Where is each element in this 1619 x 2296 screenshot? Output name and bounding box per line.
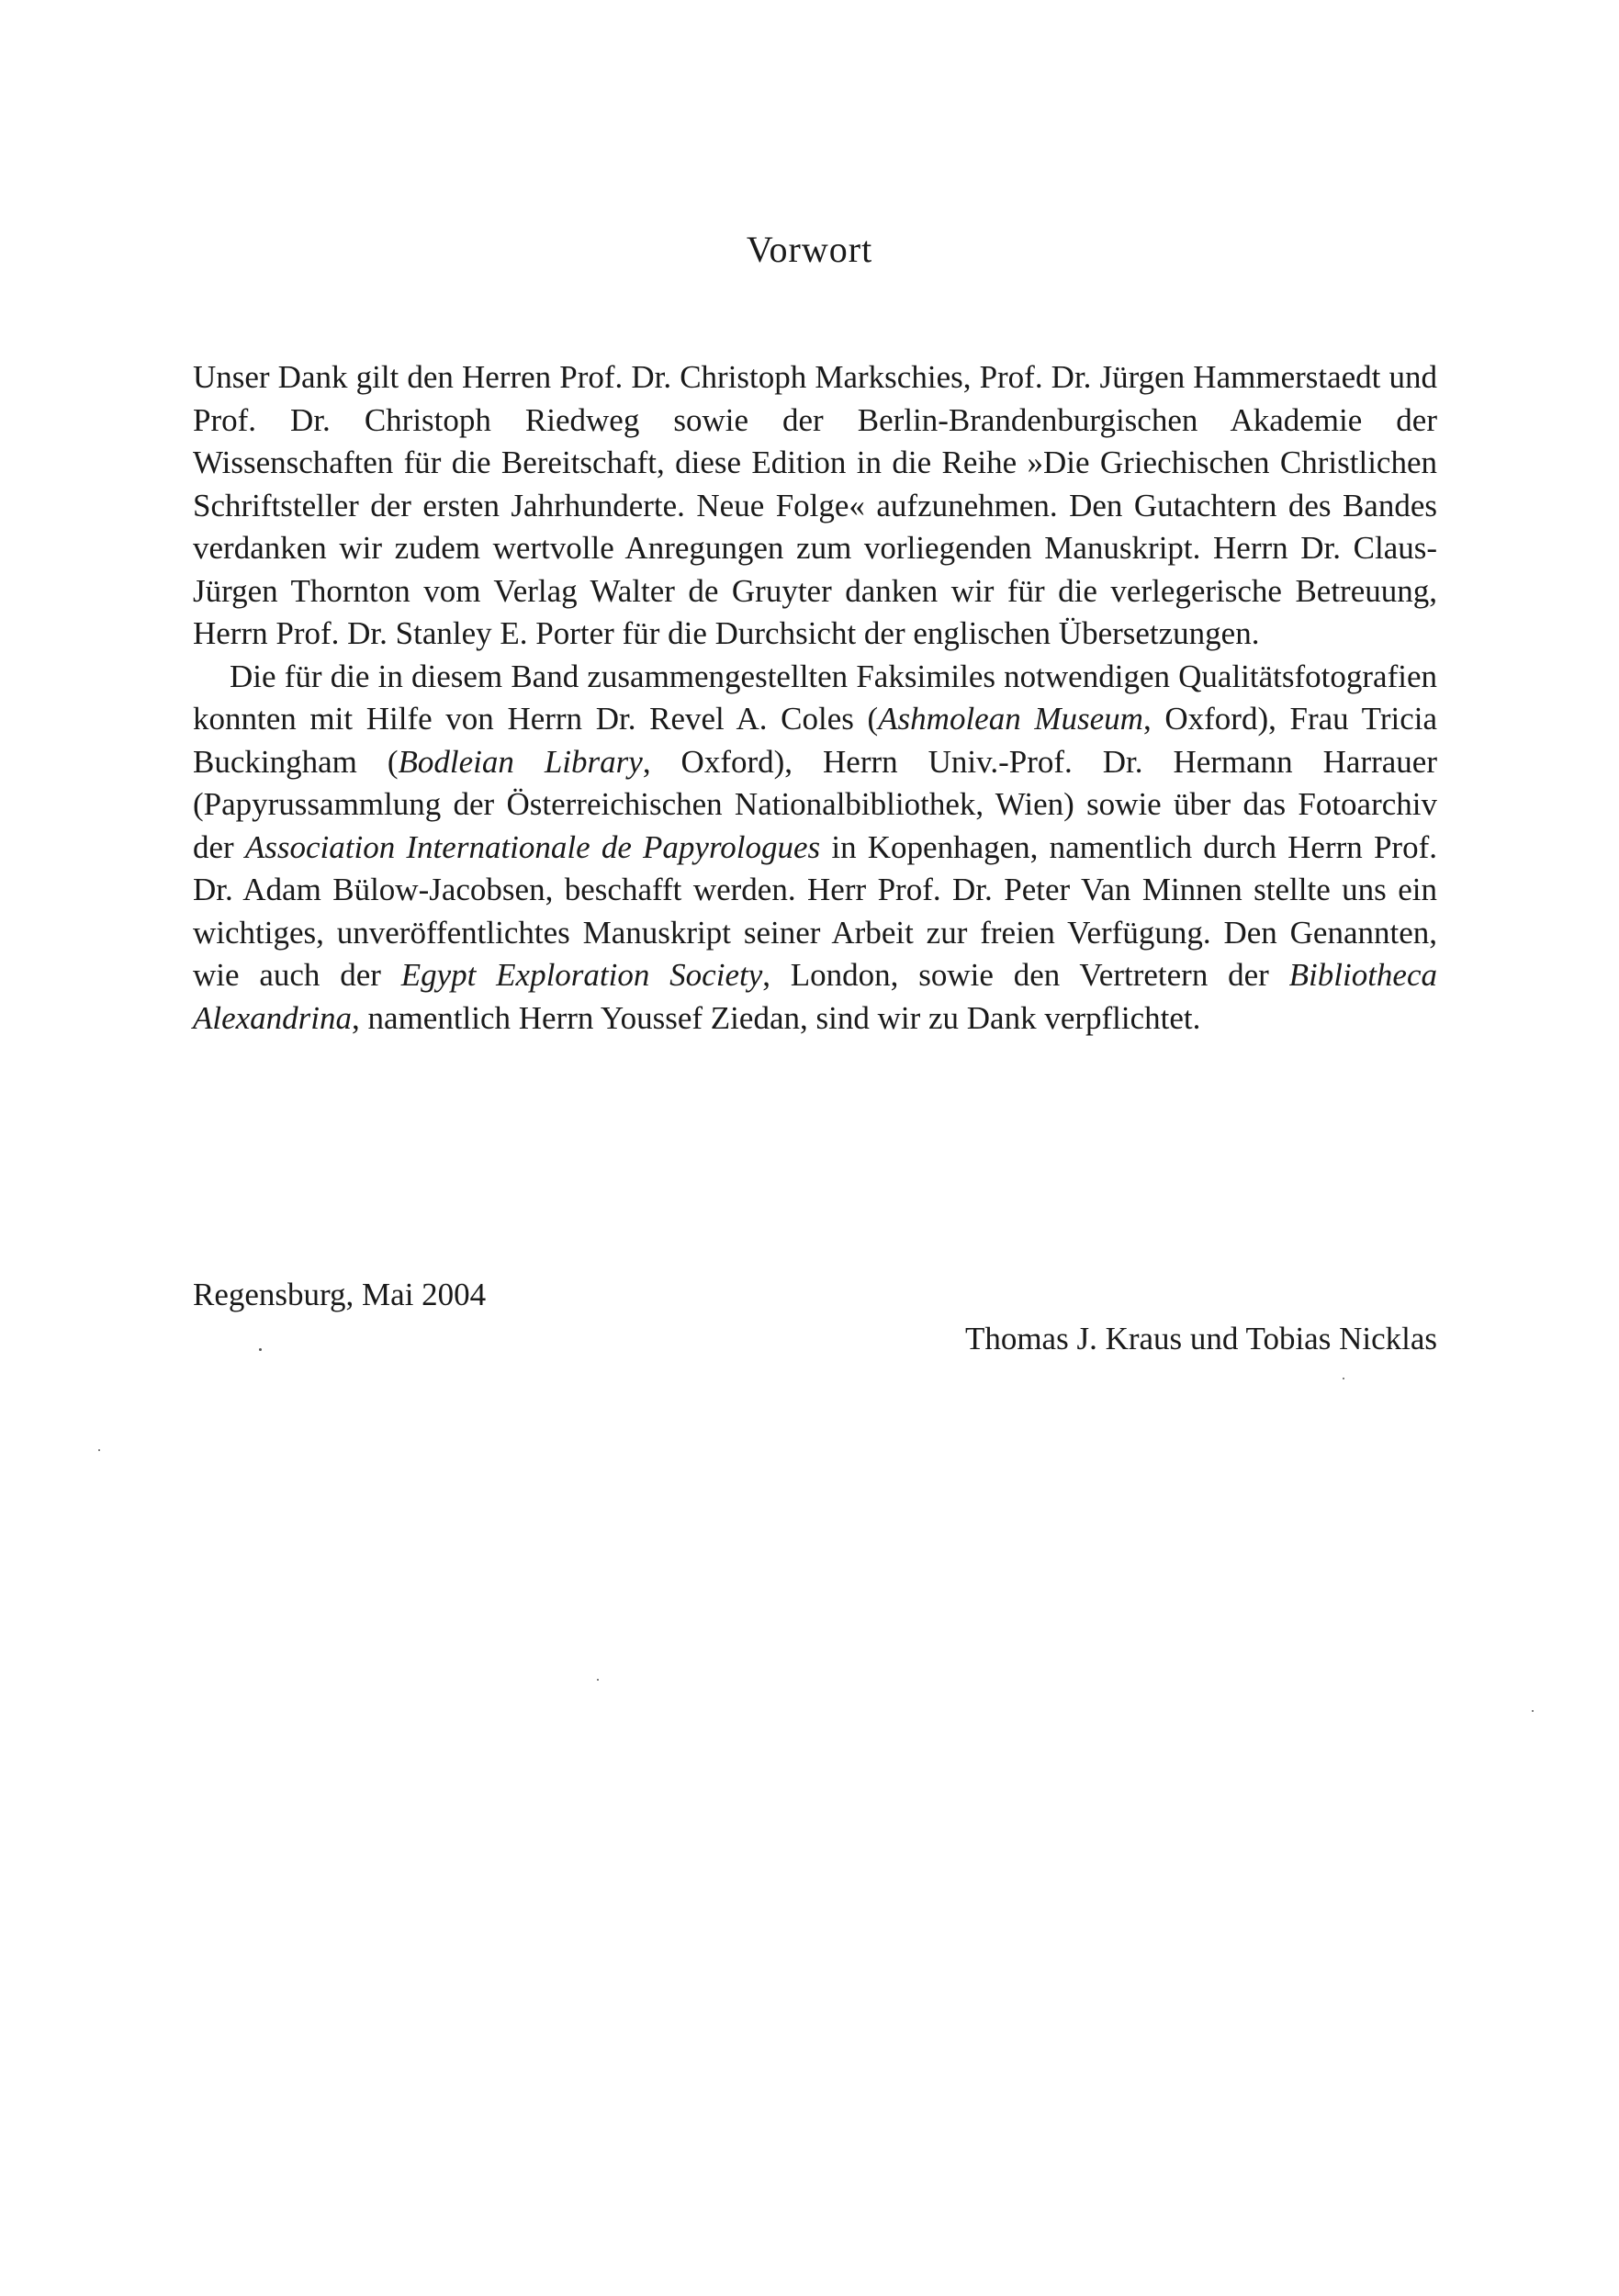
- page-title: Vorwort: [746, 229, 873, 270]
- paragraph-photographs: [193, 656, 1437, 1041]
- place-date: Regensburg, Mai 2004: [193, 1277, 487, 1312]
- scan-speck: [1343, 1378, 1344, 1379]
- scan-speck: [98, 1449, 100, 1451]
- scan-speck: [597, 1679, 599, 1681]
- text-span: in Kopenhagen, namentlich durch Herrn Prof. Dr. Adam Bülow-Jacobsen, beschafft werden. Herr Prof. Dr. Peter Van Minnen stellte uns ein wichtiges, unveröffentlichtes Manuskript seiner Arbeit zur freien Verfügung. Den Genannten, wie auch der: [193, 828, 1437, 993]
- text-span: , London, sowie den Vertretern der: [762, 957, 1289, 993]
- text-span: , Oxford), Herrn Univ.-Prof. Dr. Hermann Harrauer (Papyrussammlung der Österreichischen Nationalbibliothek, Wien) sowie über das Fotoarchiv der: [193, 743, 1438, 865]
- signature-authors: Thomas J. Kraus und Tobias Nicklas: [964, 1321, 1437, 1356]
- text-span: , namentlich Herrn Youssef Ziedan, sind wir zu Dank verpflichtet.: [352, 999, 1201, 1036]
- text-span: , Oxford), Frau Tricia Buckingham (: [193, 701, 1437, 780]
- institution-name: Egypt Exploration Society: [400, 957, 763, 993]
- institution-name: Association Internationale de Papyrologues: [244, 828, 821, 865]
- institution-name: Ashmolean Museum: [878, 701, 1143, 737]
- institution-name: Bibliotheca Alexandrina: [193, 957, 1437, 1036]
- preface-body: [193, 356, 1437, 1040]
- paragraph-acknowledgements: Unser Dank gilt den Herren Prof. Dr. Christoph Markschies, Prof. Dr. Jürgen Hammerstaedt und Prof. Dr. Christoph Riedweg sowie der Berlin-Brandenburgischen Akademie der Wissenschaften für die Bereitschaft, diese Edition in die Reihe »Die Griechischen Christlichen Schriftsteller der ersten Jahrhunderte. Neue Folge« aufzunehmen. Den Gutachtern des Bandes verdanken wir zudem wertvolle Anregungen zum vorliegenden Manuskript. Herrn Dr. Claus-Jürgen Thornton vom Verlag Walter de Gruyter danken wir für die verlegerische Betreuung, Herrn Prof. Dr. Stanley E. Porter für die Durchsicht der englischen Übersetzungen.: [193, 359, 1437, 651]
- scan-speck: [1532, 1710, 1534, 1712]
- text-span: Die für die in diesem Band zusammengestellten Faksimiles notwendigen Qualitätsfotografien konnten mit Hilfe von Herrn Dr. Revel A. Coles (: [193, 658, 1437, 737]
- institution-name: Bodleian Library: [398, 743, 643, 780]
- scan-speck: [259, 1348, 262, 1351]
